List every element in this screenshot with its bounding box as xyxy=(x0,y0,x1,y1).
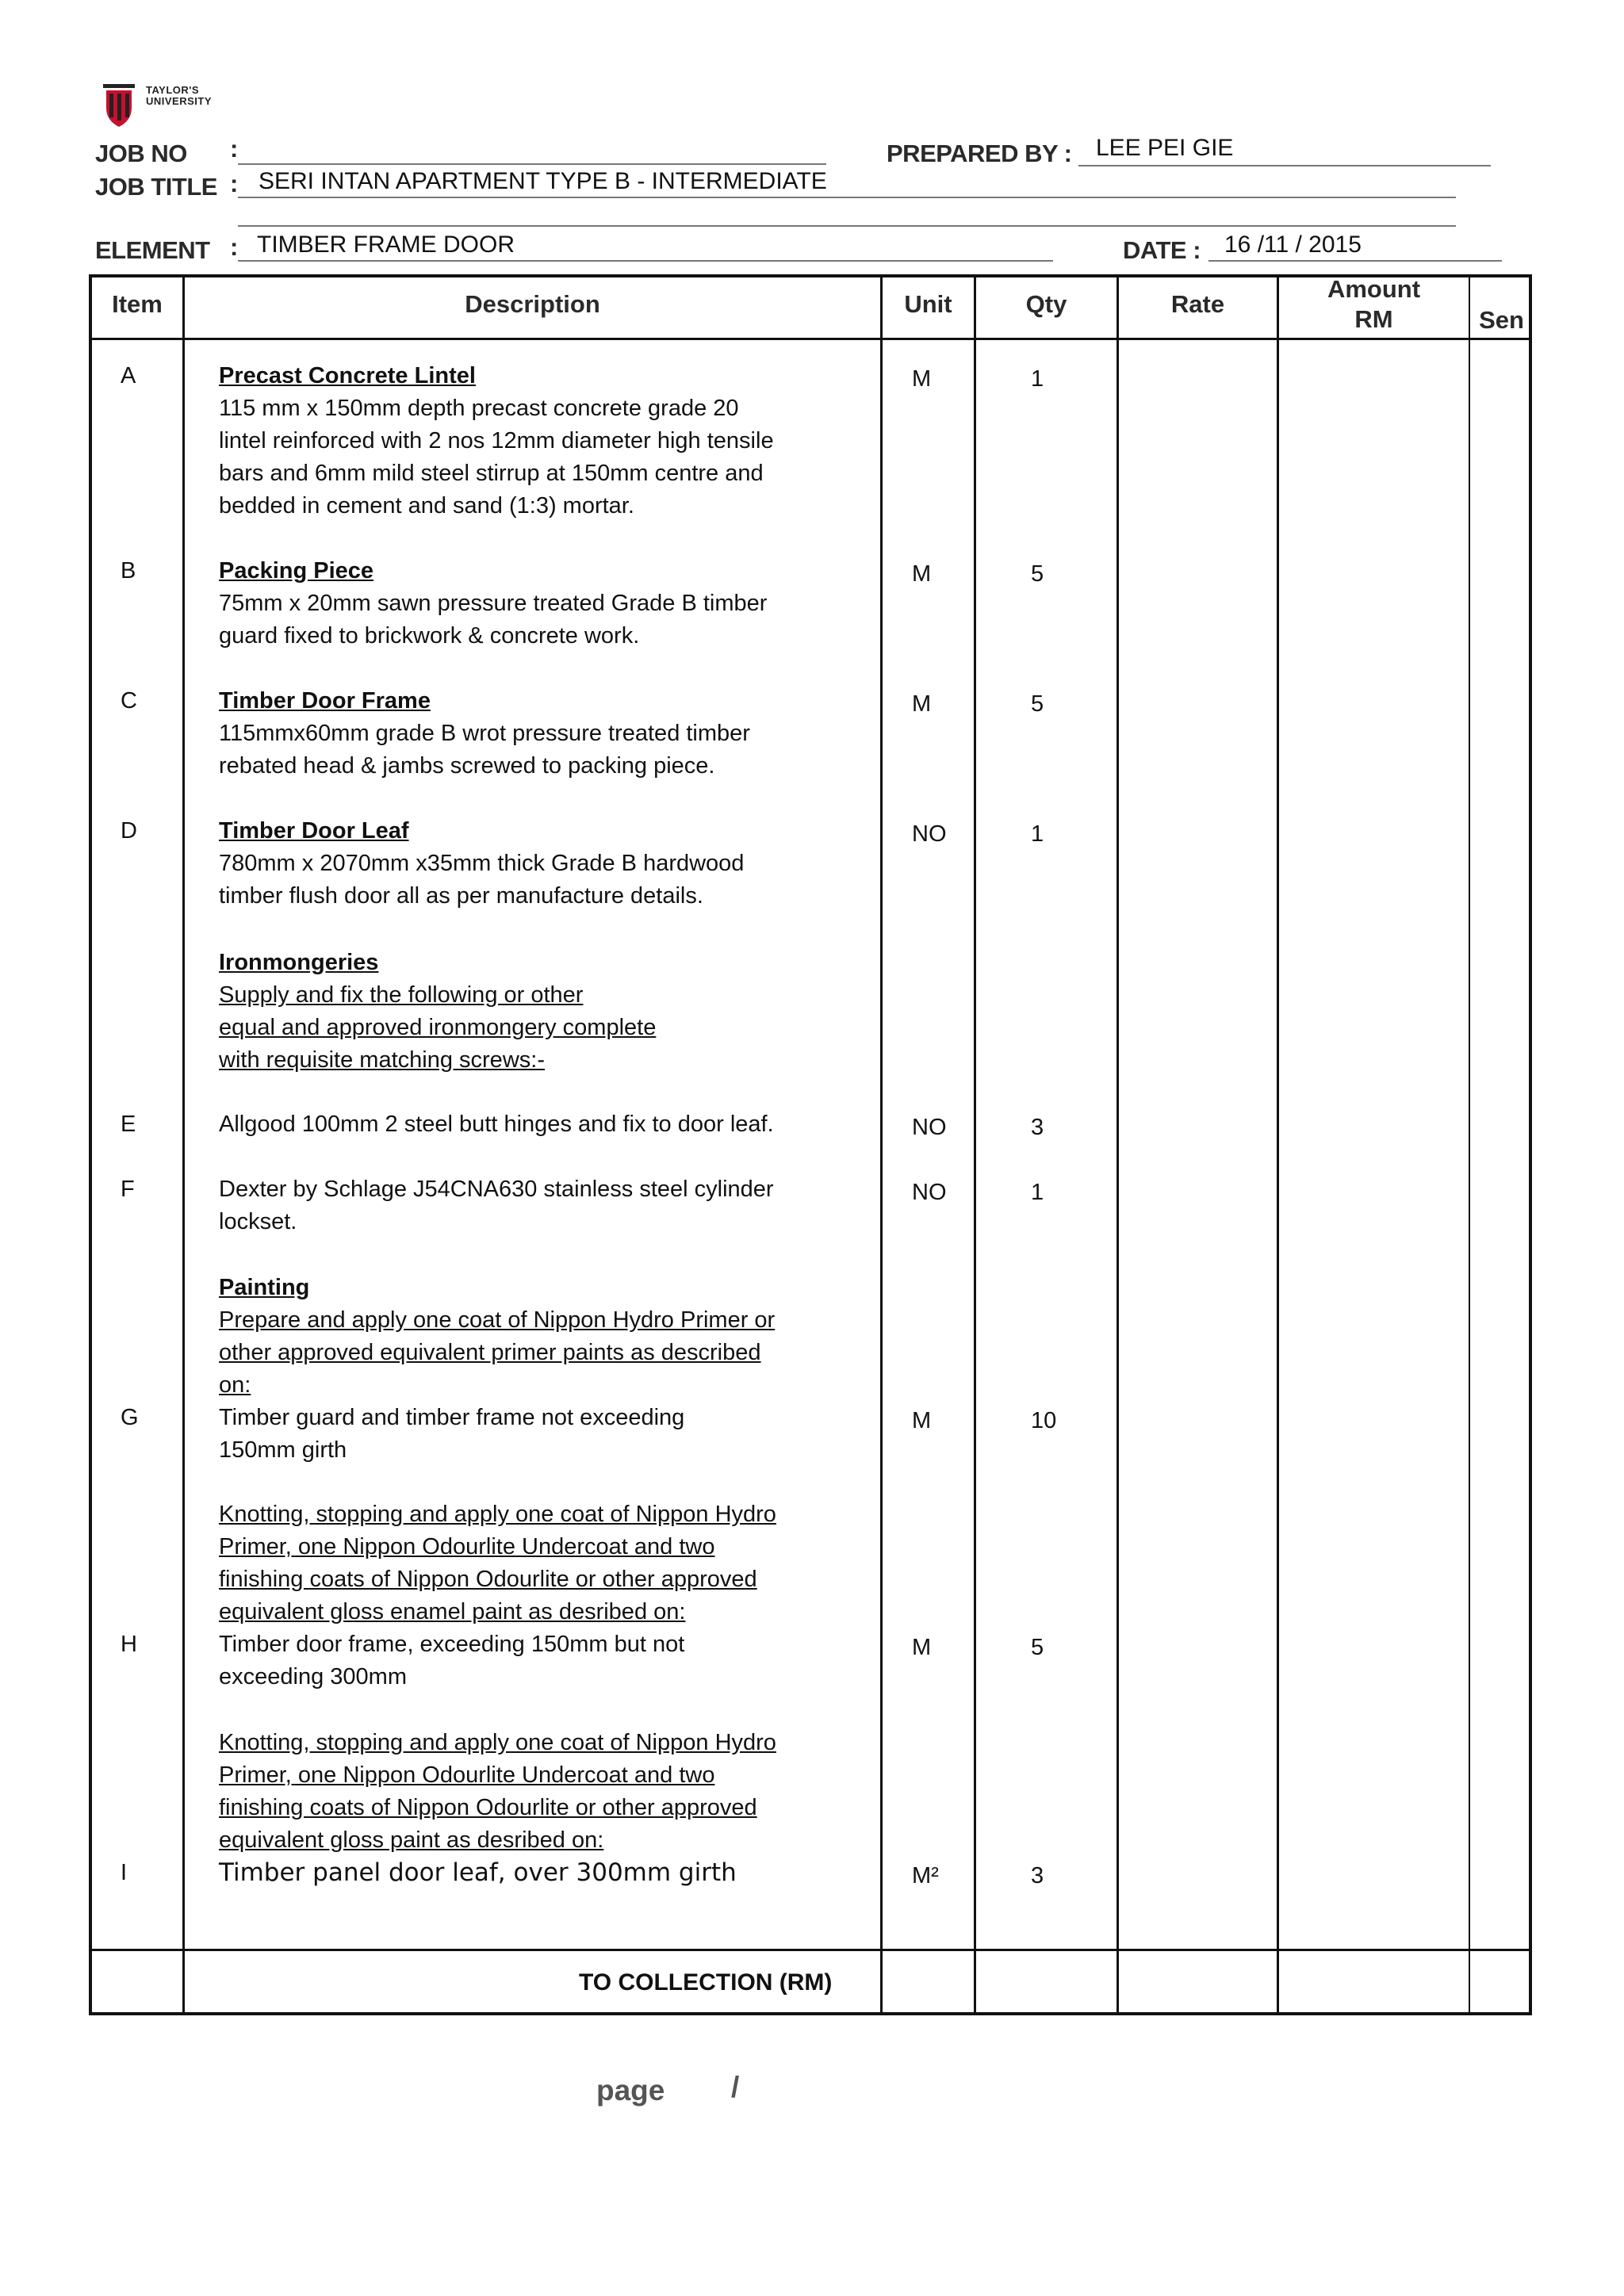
collection-row-divider xyxy=(89,1949,1532,1951)
job-no-underline xyxy=(238,163,826,165)
col-divider-unit xyxy=(974,274,976,2015)
row-h-item: H xyxy=(121,1632,137,1657)
row-g-item: G xyxy=(121,1405,139,1430)
row-e-description xyxy=(219,1108,845,1141)
row-c-qty: 5 xyxy=(1031,691,1044,717)
row-d-title: Timber Door Leaf xyxy=(219,818,409,844)
row-f-unit: NO xyxy=(912,1180,947,1205)
row-d-qty: 1 xyxy=(1031,821,1044,847)
row-c-description xyxy=(219,685,845,783)
row-i-description xyxy=(219,1857,845,1889)
row-a-title: Precast Concrete Lintel xyxy=(219,363,476,388)
logo-line-1: TAYLOR'S xyxy=(146,84,200,96)
header-unit: Unit xyxy=(904,290,952,318)
row-c-item: C xyxy=(121,688,137,714)
ironmongeries-section xyxy=(219,947,845,1077)
painting-section xyxy=(219,1272,845,1402)
header-rate: Rate xyxy=(1170,290,1225,318)
row-d-line: 780mm x 2070mm x35mm thick Grade B hardwood xyxy=(219,851,745,876)
row-g-line: 150mm girth xyxy=(219,1437,347,1463)
row-b-line: 75mm x 20mm sawn pressure treated Grade B timber xyxy=(219,591,768,616)
header-amount-line1: Amount xyxy=(1327,275,1421,303)
ironmongeries-title: Ironmongeries xyxy=(219,950,379,975)
row-d-unit: NO xyxy=(912,821,947,847)
ironmongeries-line: with requisite matching screws:- xyxy=(219,1047,545,1073)
row-i-intro-line: equivalent gloss paint as desribed on: xyxy=(219,1827,604,1853)
date-underline xyxy=(1208,260,1502,262)
header-amount xyxy=(1279,274,1469,335)
row-a-qty: 1 xyxy=(1031,366,1044,392)
row-g-description xyxy=(219,1402,845,1467)
col-divider-rate xyxy=(1277,274,1279,2015)
row-f-description xyxy=(219,1173,845,1238)
job-title-label: JOB TITLE xyxy=(95,173,217,201)
job-title-underline-2 xyxy=(238,225,1456,227)
row-i-unit: M² xyxy=(912,1863,939,1888)
row-h-line: Timber door frame, exceeding 150mm but not xyxy=(219,1632,685,1657)
element-underline xyxy=(238,260,1053,262)
job-title-underline xyxy=(238,197,1456,198)
row-h-unit: M xyxy=(912,1635,932,1660)
row-d-item: D xyxy=(121,818,137,844)
row-i-qty: 3 xyxy=(1031,1863,1044,1888)
row-b-description xyxy=(219,555,845,652)
row-a-line: lintel reinforced with 2 nos 12mm diameter high tensile xyxy=(219,428,774,453)
row-b-title: Packing Piece xyxy=(219,558,374,584)
painting-line: other approved equivalent primer paints as described xyxy=(219,1340,761,1365)
row-i-line: Timber panel door leaf, over 300mm girth xyxy=(219,1858,737,1887)
painting-title: Painting xyxy=(219,1275,310,1300)
date-value: 16 /11 / 2015 xyxy=(1224,232,1362,258)
row-c-line: 115mmx60mm grade B wrot pressure treated timber xyxy=(219,721,750,746)
logo-line-2: UNIVERSITY xyxy=(146,95,213,107)
row-i-intro-line: finishing coats of Nippon Odourlite or other approved xyxy=(219,1795,757,1820)
row-a-unit: M xyxy=(912,366,932,392)
row-g-line: Timber guard and timber frame not exceeding xyxy=(219,1405,685,1430)
row-e-qty: 3 xyxy=(1031,1115,1044,1140)
prepared-by-label: PREPARED BY : xyxy=(887,140,1072,167)
col-divider-amount xyxy=(1469,274,1470,2015)
row-f-line: Dexter by Schlage J54CNA630 stainless steel cylinder xyxy=(219,1177,774,1202)
prepared-by-underline xyxy=(1078,165,1491,166)
row-a-line: 115 mm x 150mm depth precast concrete grade 20 xyxy=(219,396,739,421)
row-i-intro-line: Primer, one Nippon Odourlite Undercoat and two xyxy=(219,1762,715,1788)
row-d-description xyxy=(219,815,845,913)
row-a-line: bars and 6mm mild steel stirrup at 150mm centre and xyxy=(219,461,764,486)
col-divider-item xyxy=(182,274,185,2015)
row-h-intro xyxy=(219,1498,845,1628)
col-divider-description xyxy=(880,274,883,2015)
job-title-colon: : xyxy=(230,170,239,197)
job-no-colon: : xyxy=(230,135,239,163)
header-row-divider xyxy=(89,338,1532,340)
crest-icon xyxy=(102,79,138,130)
row-c-title: Timber Door Frame xyxy=(219,688,431,714)
job-title-value: SERI INTAN APARTMENT TYPE B - INTERMEDIATE xyxy=(259,168,827,194)
row-g-qty: 10 xyxy=(1031,1408,1057,1433)
row-f-line: lockset. xyxy=(219,1209,297,1234)
row-b-item: B xyxy=(121,558,136,584)
page-label: page xyxy=(596,2074,665,2107)
row-a-line: bedded in cement and sand (1:3) mortar. xyxy=(219,493,634,519)
row-c-unit: M xyxy=(912,691,932,717)
header-amount-line2: RM xyxy=(1354,305,1393,333)
job-no-label: JOB NO xyxy=(95,140,187,167)
row-h-line: exceeding 300mm xyxy=(219,1664,407,1689)
row-i-intro xyxy=(219,1727,845,1857)
col-divider-qty xyxy=(1116,274,1119,2015)
row-e-line: Allgood 100mm 2 steel butt hinges and fix to door leaf. xyxy=(219,1112,774,1137)
row-f-item: F xyxy=(121,1177,135,1202)
row-d-line: timber flush door all as per manufacture details. xyxy=(219,883,703,909)
row-b-unit: M xyxy=(912,561,932,587)
row-i-intro-line: Knotting, stopping and apply one coat of Nippon Hydro xyxy=(219,1730,776,1755)
row-h-intro-line: Primer, one Nippon Odourlite Undercoat and two xyxy=(219,1534,715,1559)
row-h-intro-line: Knotting, stopping and apply one coat of Nippon Hydro xyxy=(219,1502,776,1527)
row-b-qty: 5 xyxy=(1031,561,1044,587)
ironmongeries-line: Supply and fix the following or other xyxy=(219,982,584,1008)
row-e-item: E xyxy=(121,1112,136,1137)
header-qty: Qty xyxy=(1025,290,1067,318)
date-label: DATE : xyxy=(1123,236,1201,264)
row-f-qty: 1 xyxy=(1031,1180,1044,1205)
prepared-by-value: LEE PEI GIE xyxy=(1096,135,1234,161)
row-h-description xyxy=(219,1628,845,1693)
element-label: ELEMENT xyxy=(95,236,210,264)
row-i-item: I xyxy=(121,1860,128,1885)
page-slash: / xyxy=(731,2071,740,2103)
painting-line: Prepare and apply one coat of Nippon Hydro Primer or xyxy=(219,1307,776,1333)
painting-line: on: xyxy=(219,1372,251,1398)
header-item: Item xyxy=(112,290,163,318)
row-h-intro-line: equivalent gloss enamel paint as desribed on: xyxy=(219,1599,686,1624)
row-a-description xyxy=(219,360,845,522)
element-colon: : xyxy=(230,233,239,261)
row-e-unit: NO xyxy=(912,1115,947,1140)
header-description: Description xyxy=(465,290,600,318)
row-h-intro-line: finishing coats of Nippon Odourlite or other approved xyxy=(219,1567,757,1592)
row-a-item: A xyxy=(121,363,136,388)
row-c-line: rebated head & jambs screwed to packing piece. xyxy=(219,753,715,779)
row-g-unit: M xyxy=(912,1408,932,1433)
element-value: TIMBER FRAME DOOR xyxy=(257,232,515,258)
row-h-qty: 5 xyxy=(1031,1635,1044,1660)
header-sen: Sen xyxy=(1479,306,1524,334)
ironmongeries-line: equal and approved ironmongery complete xyxy=(219,1015,657,1040)
to-collection-label: TO COLLECTION (RM) xyxy=(579,1969,833,1996)
university-logo xyxy=(102,79,236,135)
row-b-line: guard fixed to brickwork & concrete work. xyxy=(219,623,640,649)
